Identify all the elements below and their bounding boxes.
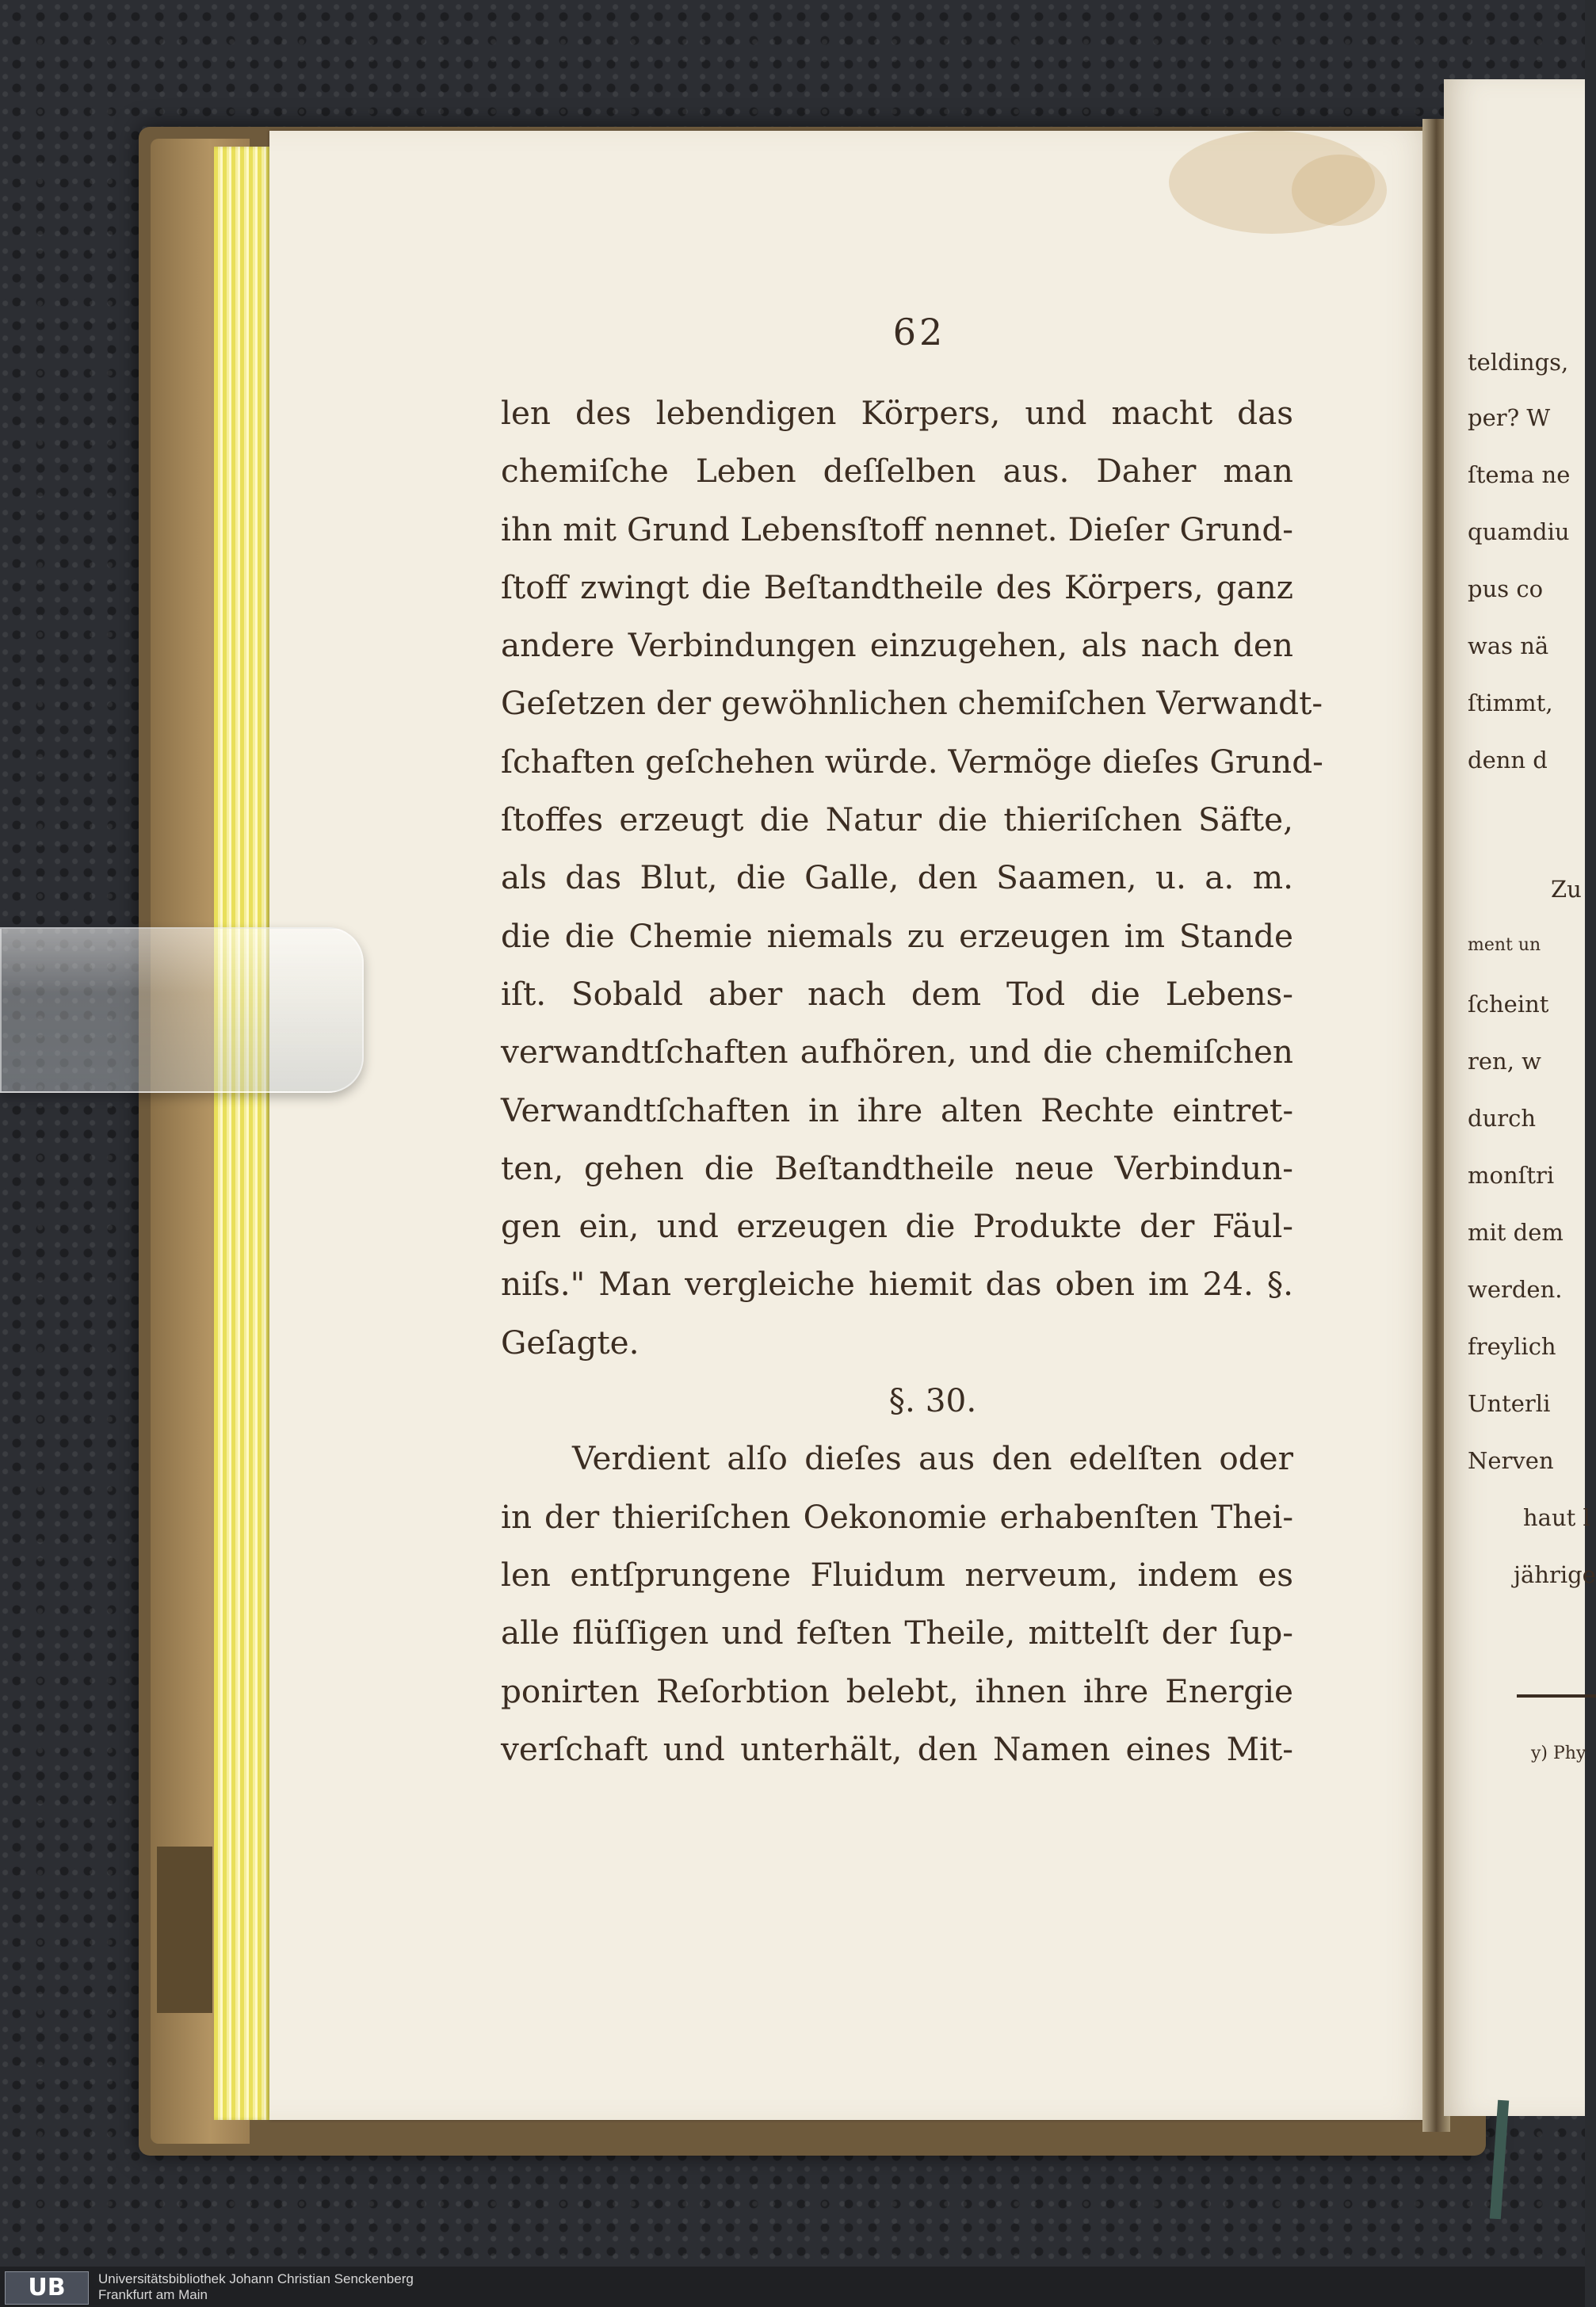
library-credit-line: Universitätsbibliothek Johann Christian Senckenberg xyxy=(98,2271,414,2286)
facing-text-line: durch xyxy=(1468,1105,1537,1132)
library-logo: UB xyxy=(5,2271,89,2305)
text-line: in der thieriſchen Oekonomie erhabenſten Thei- xyxy=(501,1497,1293,1536)
foxing-stain xyxy=(1292,155,1387,226)
page-edges xyxy=(214,147,269,2120)
text-line: verſchaft und unterhält, den Namen eines Mit- xyxy=(501,1729,1293,1768)
facing-text-line: ſtimmt, xyxy=(1468,689,1553,716)
facing-text-line: werden. xyxy=(1468,1276,1563,1303)
text-line: Geſagte. xyxy=(501,1323,640,1362)
text-line: Verwandtſchaften in ihre alten Rechte eintret- xyxy=(501,1090,1293,1129)
text-line: Verdient alſo dieſes aus den edelſten oder xyxy=(572,1439,1293,1478)
facing-text-line: per? W xyxy=(1468,404,1551,431)
facing-text-line: Unterli xyxy=(1468,1390,1551,1417)
facing-text-line: jährige xyxy=(1514,1561,1596,1588)
text-line: alle flüſſigen und feſten Theile, mittelſt der ſup- xyxy=(501,1614,1293,1652)
facing-text-line: ſcheint xyxy=(1468,991,1549,1018)
text-line: Geſetzen der gewöhnlichen chemiſchen Verwandt- xyxy=(501,684,1323,723)
text-line: ihn mit Grund Lebensſtoff nennet. Dieſer Grund- xyxy=(501,510,1293,548)
text-line: chemiſche Leben deſſelben aus. Daher man xyxy=(501,452,1293,491)
footnote-text: y) Phy xyxy=(1531,1744,1586,1763)
page-body xyxy=(501,384,1323,1778)
facing-text-line: ſtema ne xyxy=(1468,461,1571,488)
facing-text-line: freylich xyxy=(1468,1333,1556,1360)
facing-text-line: quamdiu xyxy=(1468,518,1570,545)
facing-text-line: mit dem xyxy=(1468,1219,1564,1246)
facing-text-line: monſtri xyxy=(1468,1162,1555,1189)
transparent-page-clip xyxy=(0,927,364,1093)
text-line: andere Verbindungen einzugehen, als nach den xyxy=(501,626,1293,665)
text-line: gen ein, und erzeugen die Produkte der Fäul- xyxy=(501,1207,1293,1246)
facing-page xyxy=(1444,79,1596,2116)
text-line: ten, gehen die Beſtandtheile neue Verbindun- xyxy=(501,1148,1293,1187)
facing-text-line: teldings, xyxy=(1468,349,1569,376)
text-line: len des lebendigen Körpers, und macht das xyxy=(501,394,1293,432)
facing-text-line: denn d xyxy=(1468,747,1548,773)
text-line: ſchaften geſchehen würde. Vermöge dieſes Grund- xyxy=(501,742,1323,781)
footnote-rule xyxy=(1517,1694,1596,1698)
facing-text-line: haut l xyxy=(1523,1504,1590,1531)
text-line: len entſprungene Fluidum nerveum, indem es xyxy=(501,1555,1293,1594)
page-number: 62 xyxy=(892,311,946,353)
facing-text-line: ment un xyxy=(1468,935,1541,955)
facing-text-line: Zu xyxy=(1551,876,1582,903)
library-location-line: Frankfurt am Main xyxy=(98,2287,208,2302)
text-line: ſtoffes erzeugt die Natur die thieriſchen Säfte, xyxy=(501,800,1293,839)
facing-text-line: ren, w xyxy=(1468,1048,1541,1075)
text-line: verwandtſchaften aufhören, und die chemiſchen xyxy=(501,1033,1293,1071)
cover-worn-patch xyxy=(157,1847,212,2013)
text-line: ſtoff zwingt die Beſtandtheile des Körpers, ganz xyxy=(501,567,1293,606)
text-line: ponirten Reſorbtion belebt, ihnen ihre Energie xyxy=(501,1671,1293,1710)
text-line: die die Chemie niemals zu erzeugen im Stande xyxy=(501,916,1293,955)
text-line: niſs." Man vergleiche hiemit das oben im 24. §. xyxy=(501,1265,1293,1304)
facing-text-line: Nerven xyxy=(1468,1447,1554,1474)
text-line: iſt. Sobald aber nach dem Tod die Lebens- xyxy=(501,974,1293,1013)
section-heading: §. 30. xyxy=(888,1381,977,1420)
text-line: als das Blut, die Galle, den Saamen, u. a. m. xyxy=(501,858,1293,897)
facing-text-line: pus co xyxy=(1468,575,1544,602)
facing-text-line: was nä xyxy=(1468,632,1549,659)
